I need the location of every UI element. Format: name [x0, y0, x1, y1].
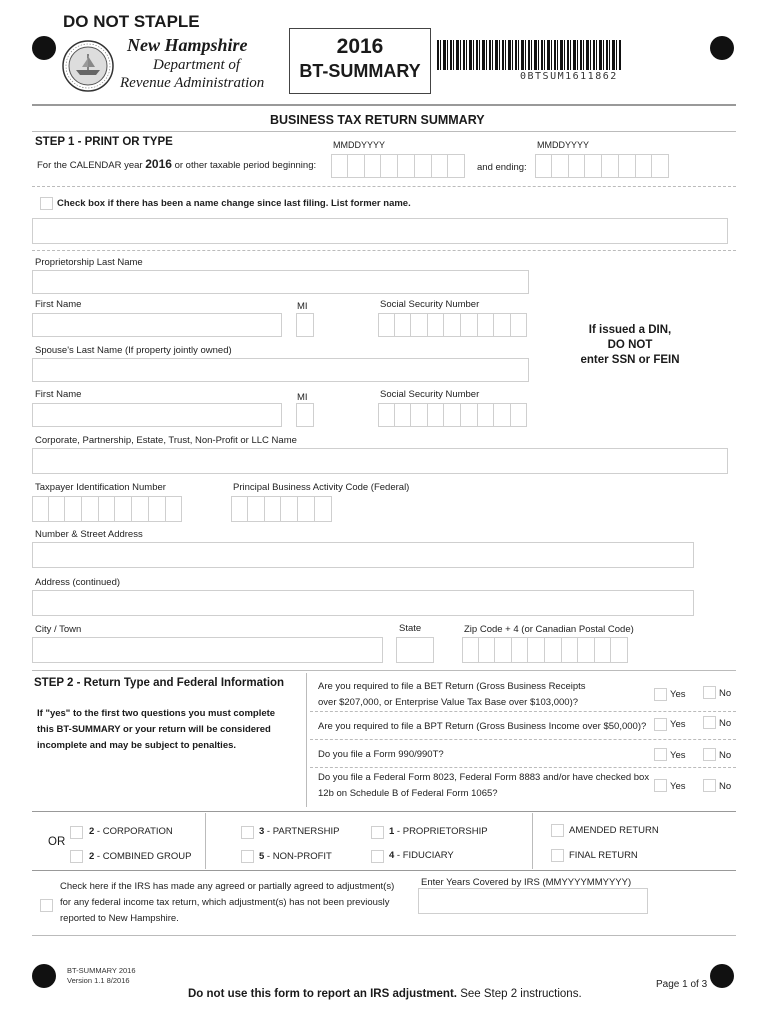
registration-mark-bottom-left	[32, 964, 56, 988]
type-divider-1	[205, 813, 206, 869]
corporation-checkbox[interactable]	[70, 826, 83, 839]
form8023-no-label: No	[719, 781, 732, 792]
step1-heading: STEP 1 - PRINT OR TYPE	[35, 136, 173, 148]
do-not-staple: DO NOT STAPLE	[63, 12, 200, 31]
irs-adjustment-checkbox[interactable]	[40, 899, 53, 912]
bet-no-label: No	[719, 688, 732, 699]
registration-mark-top-left	[32, 36, 56, 60]
end-date-format: MMDDYYYY	[537, 140, 590, 150]
bpt-no-label: No	[719, 718, 732, 729]
q2-divider	[310, 739, 736, 740]
din-note	[570, 323, 690, 368]
q1-divider	[310, 711, 736, 712]
partnership-label	[259, 826, 339, 837]
barcode	[437, 40, 621, 70]
form-year: 2016	[336, 35, 384, 58]
partnership-text: - PARTNERSHIP	[264, 826, 340, 837]
form8023-yes-checkbox[interactable]	[654, 779, 667, 792]
din-note-line-3: enter SSN or FEIN	[580, 354, 680, 366]
bet-no-checkbox[interactable]	[703, 686, 716, 699]
fiduciary-number: 4	[389, 850, 395, 861]
return-type-rule	[32, 811, 736, 812]
form-title: BUSINESS TAX RETURN SUMMARY	[270, 113, 485, 127]
combined-group-text: - COMBINED GROUP	[94, 851, 192, 862]
irs-line-3: reported to New Hampshire.	[60, 913, 179, 924]
form990-yes-label: Yes	[670, 750, 686, 761]
irs-line-1: Check here if the IRS has made any agreed or partially agreed to adjustment(s)	[60, 881, 395, 892]
state-label: State	[399, 623, 422, 634]
nonprofit-text: - NON-PROFIT	[264, 851, 332, 862]
din-note-line-1: If issued a DIN,	[588, 324, 672, 336]
corporation-label	[89, 826, 173, 837]
question-8023-line-2: 12b on Schedule B of Federal Form 1065?	[318, 788, 498, 799]
question-bet-line-2: over $207,000, or Enterprise Value Tax Base over $103,000)?	[318, 697, 579, 708]
former-name-input[interactable]	[32, 218, 728, 244]
department-line-2: Revenue Administration	[120, 75, 265, 91]
questions-divider	[306, 673, 307, 807]
proprietorship-label	[389, 826, 488, 837]
barcode-text: 0BTSUM1611862	[520, 71, 618, 82]
din-note-line-2: DO NOT	[607, 339, 653, 351]
form990-no-label: No	[719, 750, 732, 761]
amended-return-label: AMENDED RETURN	[569, 825, 659, 836]
name-change-checkbox[interactable]	[40, 197, 53, 210]
footer-notice	[188, 988, 582, 1000]
mi-label: MI	[297, 301, 308, 312]
combined-group-number: 2	[89, 851, 95, 862]
nonprofit-label	[259, 851, 332, 862]
proprietorship-checkbox[interactable]	[371, 826, 384, 839]
tin-input[interactable]	[32, 496, 183, 522]
warning-line-1: If "yes" to the first two questions you must complete	[37, 708, 276, 719]
form-id-box	[289, 28, 431, 94]
mi-2-input[interactable]	[296, 403, 314, 427]
first-name-2-input[interactable]	[32, 403, 282, 427]
years-covered-label: Enter Years Covered by IRS (MMYYYYMMYYYY)	[421, 877, 632, 888]
corp-name-input[interactable]	[32, 448, 728, 474]
question-bet	[318, 679, 586, 711]
bpt-yes-label: Yes	[670, 719, 686, 730]
state-name: New Hampshire	[127, 35, 248, 55]
spouse-last-name-label: Spouse's Last Name (If property jointly owned)	[35, 345, 232, 356]
irs-line-2: for any federal income tax return, which adjustment(s) has not been previously	[60, 897, 390, 908]
or-label: OR	[48, 836, 66, 848]
former-name-divider	[32, 250, 736, 251]
irs-adjustment-label	[60, 879, 394, 927]
name-change-label: Check box if there has been a name change since last filing. List former name.	[57, 198, 411, 209]
combined-group-checkbox[interactable]	[70, 850, 83, 863]
amended-return-checkbox[interactable]	[551, 824, 564, 837]
footer-form-id	[67, 966, 136, 986]
mi-input[interactable]	[296, 313, 314, 337]
fiduciary-text: - FIDUCIARY	[394, 850, 454, 861]
title-rule	[32, 131, 736, 132]
prop-last-name-input[interactable]	[32, 270, 529, 294]
period-begin-input[interactable]	[331, 154, 465, 178]
step1-divider	[32, 186, 736, 187]
partnership-number: 3	[259, 826, 265, 837]
years-covered-input[interactable]	[418, 888, 648, 914]
first-name-label: First Name	[35, 299, 82, 310]
department-line-1: Department of	[153, 57, 241, 73]
type-divider-2	[532, 813, 533, 869]
corp-name-label: Corporate, Partnership, Estate, Trust, Non-Profit or LLC Name	[35, 435, 297, 446]
question-8023	[318, 770, 649, 802]
ssn-label: Social Security Number	[380, 299, 480, 310]
nonprofit-checkbox[interactable]	[241, 850, 254, 863]
mi-2-label: MI	[297, 392, 308, 403]
address-cont-label: Address (continued)	[35, 577, 121, 588]
and-ending-label: and ending:	[477, 162, 527, 173]
calendar-year: 2016	[145, 157, 172, 171]
fiduciary-checkbox[interactable]	[371, 850, 384, 863]
combined-group-label	[89, 851, 191, 862]
footer-rule	[32, 935, 736, 936]
address-cont-input[interactable]	[32, 590, 694, 616]
bet-yes-label: Yes	[670, 689, 686, 700]
warning-line-3: incomplete and may be subject to penalties.	[37, 740, 237, 751]
footer-version: Version 1.1 8/2016	[67, 976, 130, 985]
city-input[interactable]	[32, 637, 383, 663]
page-number: Page 1 of 3	[656, 979, 708, 990]
q3-divider	[310, 767, 736, 768]
final-return-label: FINAL RETURN	[569, 850, 638, 861]
zip-input[interactable]	[462, 637, 628, 663]
spouse-last-name-input[interactable]	[32, 358, 529, 382]
street-input[interactable]	[32, 542, 694, 568]
warning-line-2: this BT-SUMMARY or your return will be considered	[37, 724, 271, 735]
footer-notice-bold: Do not use this form to report an IRS adjustment.	[188, 988, 457, 1000]
first-name-2-label: First Name	[35, 389, 82, 400]
calendar-year-line	[37, 157, 316, 171]
ssn-2-label: Social Security Number	[380, 389, 480, 400]
corporation-number: 2	[89, 826, 95, 837]
question-990: Do you file a Form 990/990T?	[318, 749, 444, 760]
corporation-text: - CORPORATION	[94, 826, 173, 837]
nh-seal	[62, 40, 114, 92]
form990-yes-checkbox[interactable]	[654, 748, 667, 761]
bet-yes-checkbox[interactable]	[654, 688, 667, 701]
calendar-prefix: For the CALENDAR year	[37, 160, 143, 171]
question-8023-line-1: Do you file a Federal Form 8023, Federal Form 8883 and/or have checked box	[318, 772, 650, 783]
begin-date-format: MMDDYYYY	[333, 140, 386, 150]
prop-last-name-label: Proprietorship Last Name	[35, 257, 143, 268]
proprietorship-text: - PROPRIETORSHIP	[394, 826, 488, 837]
first-name-input[interactable]	[32, 313, 282, 337]
activity-code-label: Principal Business Activity Code (Federal)	[233, 482, 410, 493]
footer-notice-rest: See Step 2 instructions.	[457, 988, 582, 1000]
ssn-2-input[interactable]	[378, 403, 528, 427]
period-end-input[interactable]	[535, 154, 669, 178]
partnership-checkbox[interactable]	[241, 826, 254, 839]
header-rule	[32, 104, 736, 106]
form990-no-checkbox[interactable]	[703, 748, 716, 761]
proprietorship-number: 1	[389, 826, 395, 837]
zip-label: Zip Code + 4 (or Canadian Postal Code)	[464, 624, 634, 635]
fiduciary-label	[389, 850, 454, 861]
form8023-no-checkbox[interactable]	[703, 779, 716, 792]
city-label: City / Town	[35, 624, 82, 635]
activity-code-input[interactable]	[231, 496, 332, 522]
nonprofit-number: 5	[259, 851, 265, 862]
footer-form-name: BT-SUMMARY 2016	[67, 966, 136, 975]
bpt-yes-checkbox[interactable]	[654, 718, 667, 731]
step2-rule	[32, 670, 736, 671]
state-input[interactable]	[396, 637, 434, 663]
question-bpt: Are you required to file a BPT Return (Gross Business Income over $50,000)?	[318, 721, 647, 732]
form-name: BT-SUMMARY	[299, 61, 421, 81]
step2-heading: STEP 2 - Return Type and Federal Information	[34, 677, 285, 689]
bpt-no-checkbox[interactable]	[703, 716, 716, 729]
calendar-suffix: or other taxable period beginning:	[174, 160, 317, 171]
registration-mark-bottom-right	[710, 964, 734, 988]
question-bet-line-1: Are you required to file a BET Return (Gross Business Receipts	[318, 681, 586, 692]
registration-mark-top-right	[710, 36, 734, 60]
tin-label: Taxpayer Identification Number	[35, 482, 166, 493]
street-label: Number & Street Address	[35, 529, 143, 540]
step2-warning	[37, 706, 275, 754]
form8023-yes-label: Yes	[670, 781, 686, 792]
irs-rule	[32, 870, 736, 871]
ssn-input[interactable]	[378, 313, 528, 337]
final-return-checkbox[interactable]	[551, 849, 564, 862]
